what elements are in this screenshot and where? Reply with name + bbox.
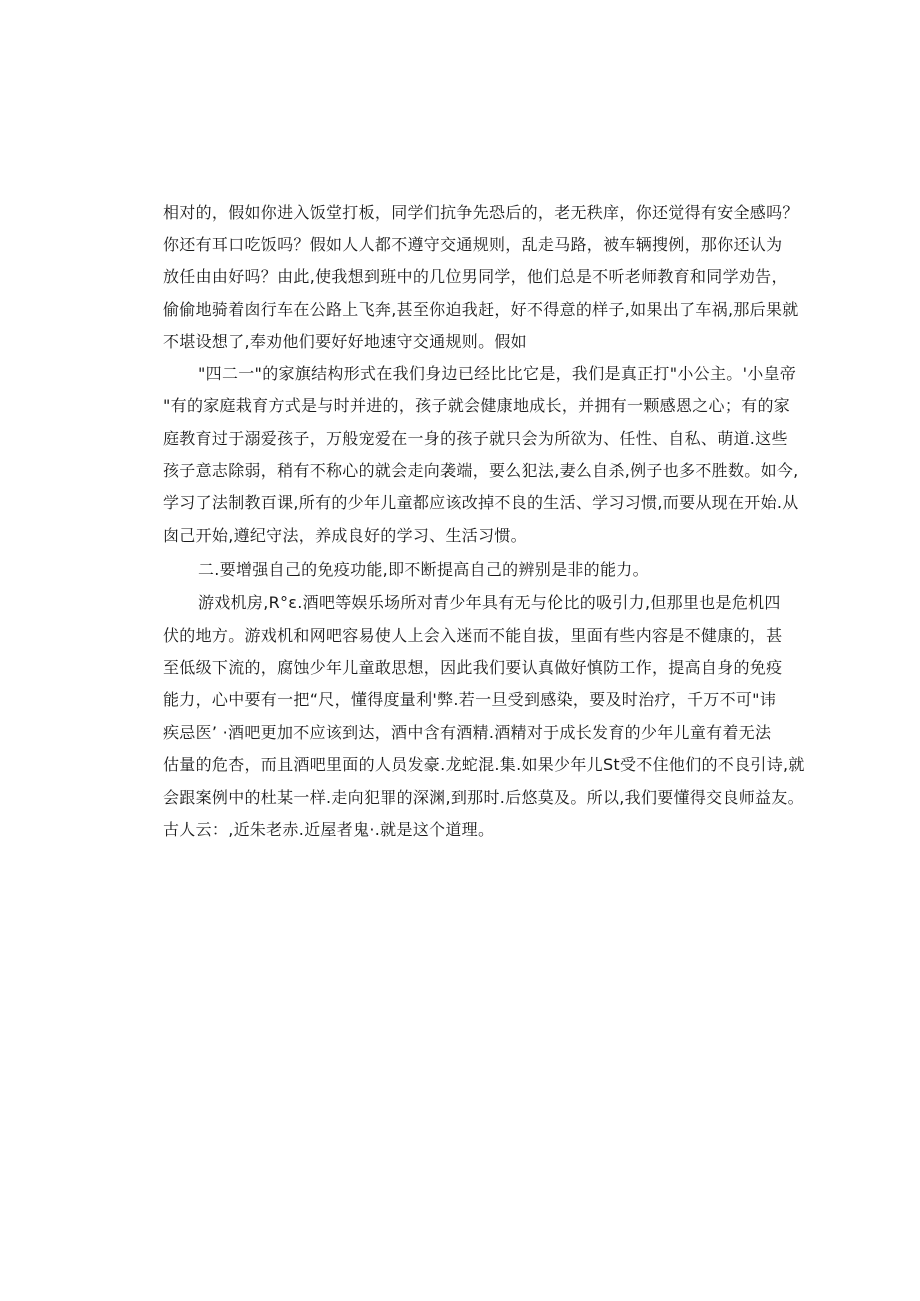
paragraph-line: 疾忌医’ ·酒吧更加不应该到达，酒中含有酒精.酒精对于成长发育的少年儿童有着无法 bbox=[163, 723, 772, 742]
paragraph-line: 庭教育过于溺爱孩子，万般宠爱在一身的孩子就只会为所欲为、任性、自私、萌道.这些 bbox=[163, 429, 788, 448]
paragraph-line: 估量的危杏，而且酒吧里面的人员发豪.龙蛇混.集.如果少年儿St受不住他们的不良引诗,就 bbox=[163, 755, 805, 774]
paragraph-line: "有的家庭栽育方式是与时并进的，孩子就会健康地成长，并拥有一颗感恩之心；有的家 bbox=[163, 396, 791, 415]
paragraph-line: 孩子意志除弱，稍有不称心的就会走向袭端，要么犯法,妻么自杀,例子也多不胜数。如今, bbox=[163, 461, 799, 480]
paragraph-line: 偷偷地骑着囱行车在公路上飞奔,甚至你迫我赶，好不得意的样子,如果出了车祸,那后果就 bbox=[163, 300, 799, 319]
paragraph-line: 囱己开始,遵纪守法，养成良好的学习、生活习惯。 bbox=[163, 526, 527, 545]
paragraph-line: 游戏机房,R°ε.酒吧等娱乐场所对青少年具有无与伦比的吸引力,但那里也是危机四 bbox=[198, 593, 781, 612]
paragraph-line: 古人云：,近朱老赤.近屋者鬼·.就是这个道理。 bbox=[163, 820, 495, 839]
paragraph-line: "四二一"的家旗结构形式在我们身边已经比比它是，我们是真正打"小公主。'小皇帝 bbox=[198, 364, 797, 383]
paragraph-line: 学习了法制教百课,所有的少年儿童都应该改掉不良的生活、学习习惯,而要从现在开始.从 bbox=[163, 493, 799, 512]
paragraph-line: 至低级下流的，腐蚀少年儿童敢思想，因此我们要认真做好慎防工作，提高自身的免疫 bbox=[163, 658, 783, 677]
paragraph-line: 相对的，假如你进入饭堂打板，同学们抗争先恐后的，老无秩庠，你还觉得有安全感吗？ bbox=[163, 203, 799, 222]
paragraph-line: 不堪设想了,奉劝他们要好好地速守交通规则。假如 bbox=[163, 332, 527, 351]
paragraph-line: 放任由由好吗？由此,使我想到班中的几位男同学，他们总是不听老师教育和同学劝告， bbox=[163, 267, 788, 286]
paragraph-line: 能力，心中要有一把“尺，懂得度量利'弊.若一旦受到感染，要及时治疗，千万不可"讳 bbox=[163, 690, 777, 709]
paragraph-line: 你还有耳口吃饭吗？假如人人都不遵守交通规则，乱走马路，被车辆搜例，那你还认为 bbox=[163, 235, 783, 254]
section-heading: 二.要增强自己的免疫功能,即不断提高自己的辨别是非的能力。 bbox=[198, 560, 649, 579]
paragraph-line: 会跟案例中的杜某一样.走向犯罪的深渊,到那时.后悠莫及。所以,我们要懂得交良师益友。 bbox=[163, 788, 804, 807]
paragraph-line: 伏的地方。游戏机和网吧容易使人上会入迷而不能自拔，里面有些内容是不健康的，甚 bbox=[163, 626, 783, 645]
